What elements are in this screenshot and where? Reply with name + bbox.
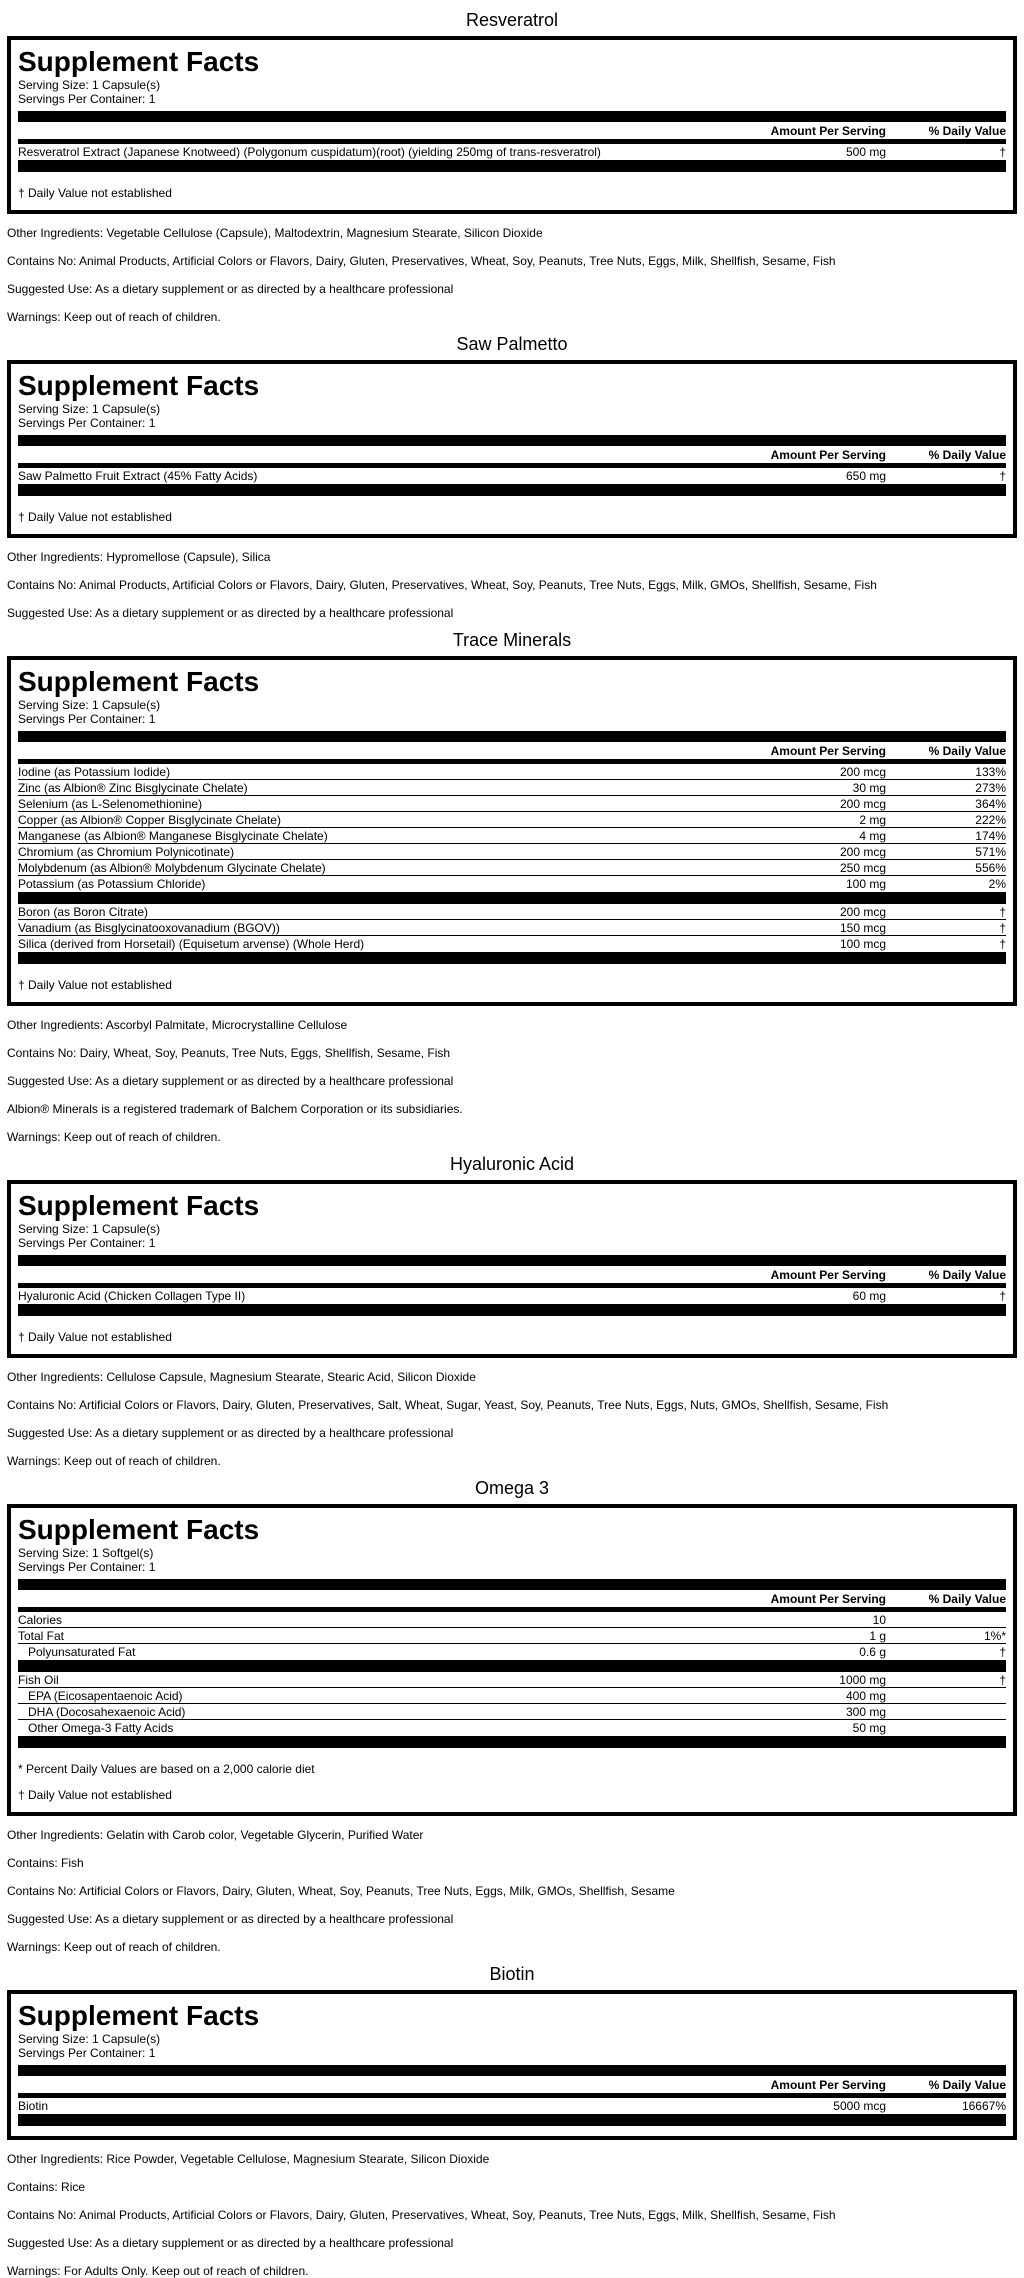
ingredient-amount: 150 mcg <box>839 921 886 935</box>
ingredient-row <box>18 1612 1006 1628</box>
ingredient-name: Selenium (as L-Selenomethionine) <box>18 797 203 811</box>
ingredient-daily-value: 1%* <box>983 1629 1006 1643</box>
product-info-line: Warnings: Keep out of reach of children. <box>7 1130 221 1144</box>
product-info-line: Warnings: For Adults Only. Keep out of reach of children. <box>7 2264 309 2278</box>
serving-size: Serving Size: 1 Capsule(s) <box>18 698 161 712</box>
supplement-facts-panel <box>7 656 1017 1006</box>
product-title: Omega 3 <box>474 1478 550 1498</box>
footnote: † Daily Value not established <box>18 1788 172 1802</box>
product-title: Hyaluronic Acid <box>449 1154 575 1174</box>
ingredient-name: Saw Palmetto Fruit Extract (45% Fatty Acids) <box>18 469 258 483</box>
ingredient-amount: 0.6 g <box>859 1645 886 1659</box>
ingredient-daily-value <box>886 1720 1006 1736</box>
ingredient-daily-value: † <box>999 905 1006 919</box>
amount-per-serving-header: Amount Per Serving <box>770 1268 886 1282</box>
product-info <box>0 1370 1024 1468</box>
supplement-facts-title: Supplement Facts <box>18 2000 260 2031</box>
product-info-line: Other Ingredients: Ascorbyl Palmitate, Microcrystalline Cellulose <box>7 1018 348 1032</box>
product-section <box>0 8 1024 324</box>
ingredient-row <box>18 936 1006 952</box>
column-header-row <box>18 447 1006 463</box>
divider-thick <box>18 435 1006 446</box>
ingredient-daily-value: 556% <box>975 861 1006 875</box>
supplement-facts-panel <box>7 36 1017 214</box>
ingredient-name: Potassium (as Potassium Chloride) <box>18 877 206 891</box>
product-list <box>0 8 1024 2278</box>
ingredient-amount: 60 mg <box>852 1289 886 1303</box>
servings-per-container: Servings Per Container: 1 <box>18 416 156 430</box>
ingredient-amount: 4 mg <box>859 829 886 843</box>
ingredient-name: Manganese (as Albion® Manganese Bisglycinate Chelate) <box>18 829 328 843</box>
ingredient-daily-value: 222% <box>975 813 1006 827</box>
divider-thick <box>18 2065 1006 2076</box>
serving-size: Serving Size: 1 Softgel(s) <box>18 1546 154 1560</box>
product-title: Saw Palmetto <box>456 334 568 354</box>
ingredient-daily-value: 133% <box>975 765 1006 779</box>
servings-per-container: Servings Per Container: 1 <box>18 2046 156 2060</box>
footnotes <box>18 1762 1006 1802</box>
ingredient-daily-value: 364% <box>975 797 1006 811</box>
footnotes <box>18 978 1006 992</box>
serving-size: Serving Size: 1 Capsule(s) <box>18 78 161 92</box>
divider-thick <box>18 1579 1006 1590</box>
ingredient-row <box>18 904 1006 920</box>
product-info-line: Contains No: Dairy, Wheat, Soy, Peanuts, Tree Nuts, Eggs, Shellfish, Sesame, Fish <box>7 1046 451 1060</box>
ingredient-name: Silica (derived from Horsetail) (Equisetum arvense) (Whole Herd) <box>18 937 365 951</box>
ingredient-daily-value: † <box>999 1289 1006 1303</box>
product-info-line: Contains No: Animal Products, Artificial Colors or Flavors, Dairy, Gluten, Preservatives, Wheat, Soy, Peanuts, Tree Nuts, Eggs, Milk, GMOs, Shellfish, Sesame, Fish <box>7 578 877 592</box>
product-info-line: Warnings: Keep out of reach of children. <box>7 1454 221 1468</box>
ingredient-daily-value: † <box>999 469 1006 483</box>
column-header-row <box>18 743 1006 759</box>
footnotes <box>18 510 1006 524</box>
supplement-facts-title: Supplement Facts <box>18 46 260 77</box>
ingredient-row <box>18 1288 1006 1304</box>
ingredient-name: Vanadium (as Bisglycinatooxovanadium (BGOV)) <box>18 921 280 935</box>
amount-per-serving-header: Amount Per Serving <box>770 448 886 462</box>
ingredient-name: Iodine (as Potassium Iodide) <box>18 765 171 779</box>
divider-thick <box>18 1255 1006 1266</box>
ingredient-row <box>18 1628 1006 1644</box>
ingredient-daily-value: † <box>999 145 1006 159</box>
product-info-line: Suggested Use: As a dietary supplement or as directed by a healthcare professional <box>7 1426 454 1440</box>
product-section <box>0 1962 1024 2278</box>
ingredient-amount: 2 mg <box>859 813 886 827</box>
footnote: † Daily Value not established <box>18 1330 172 1344</box>
product-info-line: Other Ingredients: Vegetable Cellulose (Capsule), Maltodextrin, Magnesium Stearate, Silicon Dioxide <box>7 226 543 240</box>
ingredient-name: EPA (Eicosapentaenoic Acid) <box>28 1689 183 1703</box>
divider-thick <box>18 892 1006 904</box>
ingredient-daily-value: 571% <box>975 845 1006 859</box>
product-info-line: Warnings: Keep out of reach of children. <box>7 1940 221 1954</box>
ingredient-name: Other Omega-3 Fatty Acids <box>28 1721 174 1735</box>
ingredient-daily-value: 16667% <box>961 2099 1006 2113</box>
ingredient-name: Polyunsaturated Fat <box>28 1645 136 1659</box>
ingredient-amount: 300 mg <box>845 1705 886 1719</box>
footnote: † Daily Value not established <box>18 186 172 200</box>
ingredient-name: DHA (Docosahexaenoic Acid) <box>28 1705 186 1719</box>
servings-per-container: Servings Per Container: 1 <box>18 1560 156 1574</box>
product-info-line: Suggested Use: As a dietary supplement or as directed by a healthcare professional <box>7 2236 454 2250</box>
ingredient-amount: 100 mg <box>845 877 886 891</box>
product-section <box>0 1476 1024 1954</box>
divider-thick <box>18 2114 1006 2126</box>
daily-value-header: % Daily Value <box>928 448 1006 462</box>
product-info <box>0 1018 1024 1144</box>
ingredient-daily-value: 174% <box>975 829 1006 843</box>
product-section <box>0 1152 1024 1468</box>
product-info <box>0 550 1024 620</box>
product-info-line: Suggested Use: As a dietary supplement or as directed by a healthcare professional <box>7 1912 454 1926</box>
column-header-row <box>18 1591 1006 1607</box>
servings-per-container: Servings Per Container: 1 <box>18 712 156 726</box>
ingredient-daily-value <box>886 1688 1006 1703</box>
ingredient-daily-value: † <box>999 1645 1006 1659</box>
ingredient-row <box>18 844 1006 860</box>
supplement-facts-panel <box>7 1180 1017 1358</box>
daily-value-header: % Daily Value <box>928 2078 1006 2092</box>
ingredient-name: Boron (as Boron Citrate) <box>18 905 149 919</box>
supplement-facts-title: Supplement Facts <box>18 1514 260 1545</box>
divider-thick <box>18 731 1006 742</box>
amount-per-serving-header: Amount Per Serving <box>770 2078 886 2092</box>
divider-thick <box>18 1736 1006 1748</box>
product-info <box>0 2152 1024 2278</box>
ingredient-amount: 100 mcg <box>839 937 886 951</box>
ingredient-amount: 1 g <box>869 1629 886 1643</box>
ingredient-daily-value: † <box>999 921 1006 935</box>
ingredient-row <box>18 780 1006 796</box>
ingredient-row <box>18 796 1006 812</box>
divider-thick <box>18 952 1006 964</box>
product-info-line: Contains: Fish <box>7 1856 84 1870</box>
product-info-line: Suggested Use: As a dietary supplement or as directed by a healthcare professional <box>7 1074 454 1088</box>
ingredient-daily-value: 2% <box>988 877 1006 891</box>
ingredient-amount: 1000 mg <box>839 1673 886 1687</box>
footnote: † Daily Value not established <box>18 510 172 524</box>
ingredient-daily-value: † <box>999 937 1006 951</box>
footnote: * Percent Daily Values are based on a 2,000 calorie diet <box>18 1762 315 1776</box>
ingredient-row <box>18 860 1006 876</box>
product-info-line: Suggested Use: As a dietary supplement or as directed by a healthcare professional <box>7 282 454 296</box>
daily-value-header: % Daily Value <box>928 124 1006 138</box>
ingredient-row <box>18 468 1006 484</box>
ingredient-amount: 400 mg <box>845 1689 886 1703</box>
supplement-facts-title: Supplement Facts <box>18 1190 260 1221</box>
ingredient-row <box>18 764 1006 780</box>
ingredient-name: Fish Oil <box>18 1673 59 1687</box>
product-info-line: Other Ingredients: Cellulose Capsule, Magnesium Stearate, Stearic Acid, Silicon Dioxide <box>7 1370 476 1384</box>
footnotes <box>18 1330 1006 1344</box>
supplement-facts-title: Supplement Facts <box>18 370 260 401</box>
supplement-facts-title: Supplement Facts <box>18 666 260 697</box>
product-info <box>0 1828 1024 1954</box>
ingredient-row <box>18 828 1006 844</box>
ingredient-name: Total Fat <box>18 1629 65 1643</box>
amount-per-serving-header: Amount Per Serving <box>770 1592 886 1606</box>
ingredient-groups <box>18 144 1006 172</box>
ingredient-name: Resveratrol Extract (Japanese Knotweed) (Polygonum cuspidatum)(root) (yielding 250mg of trans-resveratrol) <box>18 145 601 159</box>
product-info-line: Contains No: Artificial Colors or Flavors, Dairy, Gluten, Preservatives, Salt, Wheat, Sugar, Yeast, Soy, Peanuts, Tree Nuts, Eggs, Nuts, GMOs, Shellfish, Sesame, Fish <box>7 1398 889 1412</box>
ingredient-daily-value: † <box>999 1673 1006 1687</box>
serving-size: Serving Size: 1 Capsule(s) <box>18 402 161 416</box>
ingredient-groups <box>18 468 1006 496</box>
product-info-line: Warnings: Keep out of reach of children. <box>7 310 221 324</box>
product-section <box>0 628 1024 1144</box>
ingredient-row <box>18 1704 1006 1720</box>
ingredient-amount: 200 mcg <box>839 905 886 919</box>
ingredient-row <box>18 1720 1006 1736</box>
ingredient-amount: 30 mg <box>852 781 886 795</box>
product-title: Resveratrol <box>465 10 559 30</box>
ingredient-daily-value <box>886 1612 1006 1627</box>
ingredient-amount: 200 mcg <box>839 765 886 779</box>
supplement-facts-panel <box>7 1504 1017 1816</box>
divider-thick <box>18 160 1006 172</box>
ingredient-name: Copper (as Albion® Copper Bisglycinate Chelate) <box>18 813 281 827</box>
column-header-row <box>18 2077 1006 2093</box>
ingredient-row <box>18 876 1006 892</box>
product-info-line: Other Ingredients: Rice Powder, Vegetable Cellulose, Magnesium Stearate, Silicon Dioxide <box>7 2152 490 2166</box>
ingredient-amount: 200 mcg <box>839 845 886 859</box>
product-info-line: Contains: Rice <box>7 2180 86 2194</box>
ingredient-row <box>18 144 1006 160</box>
column-header-row <box>18 123 1006 139</box>
ingredient-row <box>18 920 1006 936</box>
product-info-line: Contains No: Artificial Colors or Flavors, Dairy, Gluten, Wheat, Soy, Peanuts, Tree Nuts, Eggs, Milk, GMOs, Shellfish, Sesame <box>7 1884 675 1898</box>
ingredient-amount: 10 <box>872 1613 886 1627</box>
product-section <box>0 332 1024 620</box>
ingredient-groups <box>18 1612 1006 1748</box>
divider-thick <box>18 111 1006 122</box>
servings-per-container: Servings Per Container: 1 <box>18 92 156 106</box>
serving-size: Serving Size: 1 Capsule(s) <box>18 1222 161 1236</box>
footnote: † Daily Value not established <box>18 978 172 992</box>
product-info-line: Contains No: Animal Products, Artificial Colors or Flavors, Dairy, Gluten, Preservatives, Wheat, Soy, Peanuts, Tree Nuts, Eggs, Milk, Shellfish, Sesame, Fish <box>7 254 836 268</box>
ingredient-amount: 250 mcg <box>839 861 886 875</box>
footnotes <box>18 186 1006 200</box>
ingredient-name: Calories <box>18 1613 63 1627</box>
divider-thick <box>18 484 1006 496</box>
product-info-line: Albion® Minerals is a registered trademark of Balchem Corporation or its subsidiaries. <box>7 1102 463 1116</box>
ingredient-groups <box>18 1288 1006 1316</box>
ingredient-groups <box>18 2098 1006 2126</box>
servings-per-container: Servings Per Container: 1 <box>18 1236 156 1250</box>
ingredient-amount: 200 mcg <box>839 797 886 811</box>
ingredient-amount: 5000 mcg <box>833 2099 886 2113</box>
product-info-line: Other Ingredients: Hypromellose (Capsule), Silica <box>7 550 271 564</box>
ingredient-row <box>18 1644 1006 1660</box>
divider-thick <box>18 1660 1006 1672</box>
ingredient-name: Chromium (as Chromium Polynicotinate) <box>18 845 235 859</box>
supplement-facts-panel <box>7 360 1017 538</box>
divider-thick <box>18 1304 1006 1316</box>
amount-per-serving-header: Amount Per Serving <box>770 744 886 758</box>
amount-per-serving-header: Amount Per Serving <box>770 124 886 138</box>
daily-value-header: % Daily Value <box>928 1592 1006 1606</box>
column-header-row <box>18 1267 1006 1283</box>
product-info-line: Contains No: Animal Products, Artificial Colors or Flavors, Dairy, Gluten, Preservatives, Wheat, Soy, Peanuts, Tree Nuts, Eggs, Milk, Shellfish, Sesame, Fish <box>7 2208 836 2222</box>
daily-value-header: % Daily Value <box>928 744 1006 758</box>
product-title: Trace Minerals <box>452 630 572 650</box>
product-info <box>0 226 1024 324</box>
supplement-facts-panel <box>7 1990 1017 2140</box>
product-title: Biotin <box>489 1964 535 1984</box>
ingredient-groups <box>18 764 1006 964</box>
ingredient-row <box>18 2098 1006 2114</box>
daily-value-header: % Daily Value <box>928 1268 1006 1282</box>
ingredient-row <box>18 1672 1006 1688</box>
ingredient-amount: 500 mg <box>845 145 886 159</box>
ingredient-name: Hyaluronic Acid (Chicken Collagen Type II) <box>18 1289 246 1303</box>
ingredient-daily-value: 273% <box>975 781 1006 795</box>
ingredient-daily-value <box>886 1704 1006 1719</box>
product-info-line: Suggested Use: As a dietary supplement or as directed by a healthcare professional <box>7 606 454 620</box>
ingredient-row <box>18 1688 1006 1704</box>
product-info-line: Other Ingredients: Gelatin with Carob color, Vegetable Glycerin, Purified Water <box>7 1828 424 1842</box>
ingredient-name: Zinc (as Albion® Zinc Bisglycinate Chelate) <box>18 781 248 795</box>
serving-size: Serving Size: 1 Capsule(s) <box>18 2032 161 2046</box>
ingredient-name: Biotin <box>18 2099 49 2113</box>
ingredient-row <box>18 812 1006 828</box>
ingredient-amount: 50 mg <box>852 1721 886 1735</box>
ingredient-amount: 650 mg <box>845 469 886 483</box>
ingredient-name: Molybdenum (as Albion® Molybdenum Glycinate Chelate) <box>18 861 326 875</box>
